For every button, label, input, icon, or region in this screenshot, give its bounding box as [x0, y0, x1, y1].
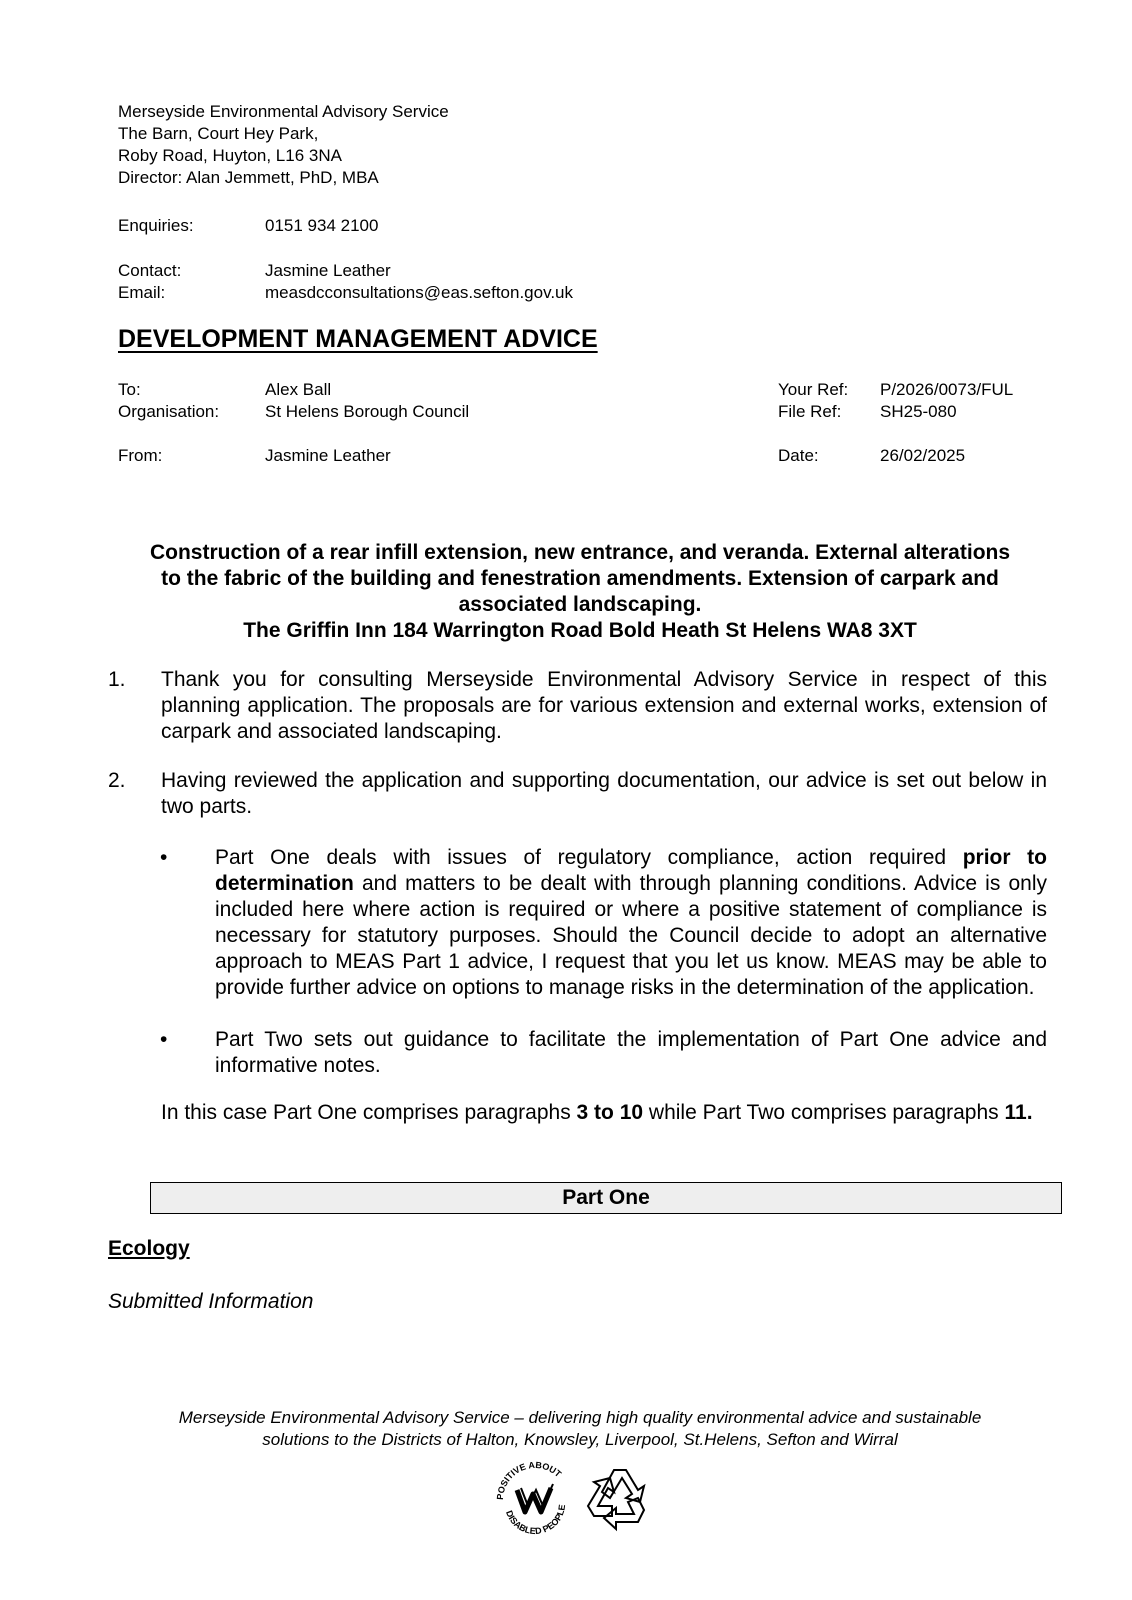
your-ref-value: P/2026/0073/FUL: [880, 380, 1014, 399]
bullet-1-text-bold: prior to determination: [215, 846, 1047, 895]
enquiries-value: 0151 934 2100: [265, 216, 379, 235]
sender-line-2: The Barn, Court Hey Park,: [118, 124, 319, 143]
application-heading: [100, 540, 1060, 644]
to-value: Alex Ball: [265, 380, 332, 399]
footer-logos: [495, 1460, 665, 1540]
from-value: Jasmine Leather: [265, 446, 391, 465]
file-ref-value: SH25-080: [880, 402, 957, 421]
contact-value: Jasmine Leather: [265, 261, 391, 280]
from-label: From:: [118, 446, 163, 465]
case-text-mid: while Part Two comprises paragraphs: [643, 1101, 1005, 1124]
svg-text:POSITIVE ABOUT: POSITIVE ABOUT: [495, 1460, 564, 1501]
paragraph-2-number: 2.: [108, 769, 126, 792]
ecology-heading: Ecology: [108, 1237, 190, 1260]
footer-line-1: Merseyside Environmental Advisory Service – delivering high quality environmental advice and sustainable: [178, 1408, 982, 1427]
paragraph-1-text: Thank you for consulting Merseyside Environmental Advisory Service in respect of this planning application. The proposals are for various extension and external works, extension of carpark and associated landscaping.: [161, 668, 1047, 743]
footer-text: [100, 1407, 1060, 1451]
logos-svg: [495, 1460, 665, 1540]
bullet-1-text-post: and matters to be dealt with through planning conditions. Advice is only included here where action is required or where a positive statement of compliance is necessary for statutory purposes. Should the Council decide to adopt an alternative approach to MEAS Part 1 advice, I request that you let us know. MEAS may be able to provide further advice on options to manage risks in the determination of the application.: [215, 872, 1047, 999]
file-ref-label: File Ref:: [778, 402, 842, 421]
heading-line-1: Construction of a rear infill extension, new entrance, and veranda. External alterations: [149, 541, 1011, 564]
document-title: DEVELOPMENT MANAGEMENT ADVICE: [118, 325, 598, 353]
enquiries-label: Enquiries:: [118, 216, 194, 235]
your-ref-label: Your Ref:: [778, 380, 849, 399]
part-one-header: Part One: [150, 1182, 1062, 1214]
bullet-1-text: [215, 845, 1047, 1001]
bullet-2-glyph: •: [160, 1028, 168, 1051]
contact-label: Contact:: [118, 261, 182, 280]
organisation-label: Organisation:: [118, 402, 220, 421]
submitted-information-subheading: Submitted Information: [108, 1290, 314, 1313]
date-value: 26/02/2025: [880, 446, 966, 465]
recycle-icon: [588, 1470, 644, 1529]
heading-line-4: The Griffin Inn 184 Warrington Road Bold Heath St Helens WA8 3XT: [243, 619, 917, 642]
bullet-1-glyph: •: [160, 846, 168, 869]
heading-line-3: associated landscaping.: [458, 593, 702, 616]
sender-address: [118, 101, 449, 189]
case-text-pre: In this case Part One comprises paragraphs: [161, 1101, 577, 1124]
case-sentence: [161, 1100, 1047, 1126]
bullet-2-text: Part Two sets out guidance to facilitate the implementation of Part One advice and informative notes.: [215, 1028, 1047, 1077]
email-label: Email:: [118, 283, 166, 302]
heading-line-2: to the fabric of the building and fenestration amendments. Extension of carpark and: [161, 567, 999, 590]
positive-about-disabled-people-logo: [495, 1460, 567, 1536]
email-value: measdcconsultations@eas.sefton.gov.uk: [265, 283, 574, 302]
footer-line-2: solutions to the Districts of Halton, Knowsley, Liverpool, St.Helens, Sefton and Wirral: [262, 1430, 898, 1449]
to-label: To:: [118, 380, 141, 399]
case-text-bold-2: 11.: [1004, 1101, 1033, 1124]
paragraph-1-number: 1.: [108, 668, 126, 691]
paragraph-2-text: Having reviewed the application and supporting documentation, our advice is set out below in two parts.: [161, 769, 1047, 818]
bullet-1-text-pre: Part One deals with issues of regulatory compliance, action required: [215, 846, 963, 869]
svg-text:DISABLED PEOPLE: DISABLED PEOPLE: [504, 1503, 568, 1537]
sender-line-4: Director: Alan Jemmett, PhD, MBA: [118, 168, 379, 187]
case-text-bold-1: 3 to 10: [576, 1101, 644, 1124]
date-label: Date:: [778, 446, 819, 465]
sender-line-3: Roby Road, Huyton, L16 3NA: [118, 146, 342, 165]
organisation-value: St Helens Borough Council: [265, 402, 470, 421]
sender-line-1: Merseyside Environmental Advisory Service: [118, 102, 449, 121]
